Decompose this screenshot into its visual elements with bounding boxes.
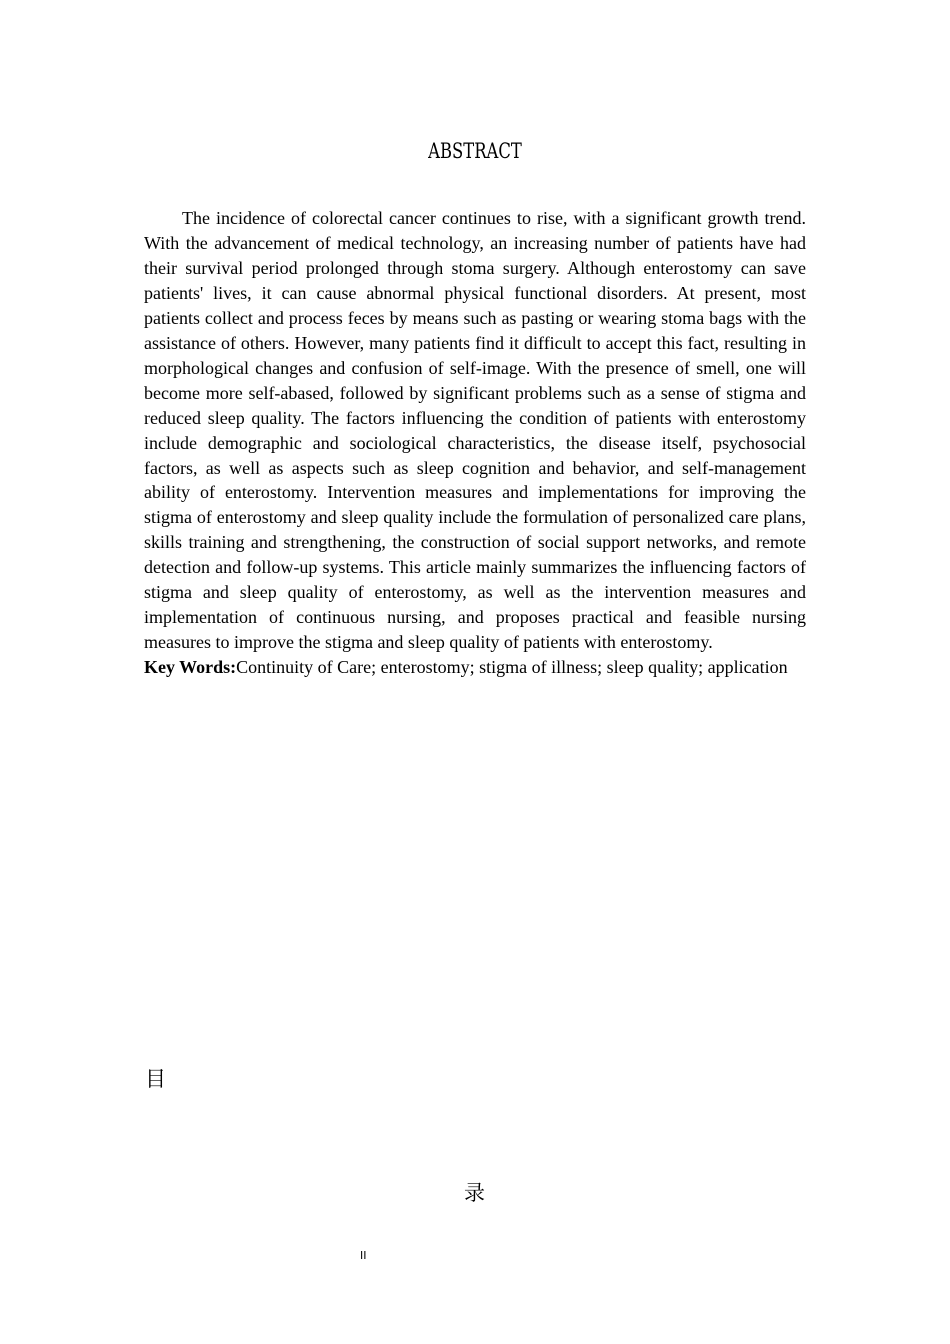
toc-heading-char-1: 目 [145,1067,166,1091]
abstract-body: The incidence of colorectal cancer continues to rise, with a significant growth trend. With the advancement of medical technology, an increasing number of patients have had their survival period prolonged through stoma surgery. Although enterostomy can save patients' lives, it can cause abnormal physical functional disorders. At present, most patients collect and process feces by means such as pasting or wearing stoma bags with the assistance of others. However, many patients find it difficult to accept this fact, resulting in morphological changes and confusion of self-image. With the presence of smell, one will become more self-abased, followed by significant problems such as a sense of stigma and reduced sleep quality. The factors influencing the condition of patients with enterostomy include demographic and sociological characteristics, the disease itself, psychosocial factors, as well as aspects such as sleep cognition and behavior, and self-management ability of enterostomy. Intervention measures and implementations for improving the stigma of enterostomy and sleep quality include the formulation of personalized care plans, skills training and strengthening, the construction of social support networks, and remote detection and follow-up systems. This article mainly summarizes the influencing factors of stigma and sleep quality of enterostomy, as well as the intervention measures and implementation of continuous nursing, and proposes practical and feasible nursing measures to improve the stigma and sleep quality of patients with enterostomy. [144,208,806,653]
keywords-label: Key Words: [144,657,237,678]
abstract-heading: ABSTRACT [428,139,522,163]
keywords-value: Continuity of Care; enterostomy; stigma of illness; sleep quality; application [236,657,788,678]
abstract-section [144,206,806,680]
toc-heading-char-2: 录 [464,1181,485,1205]
page-number: II [360,1249,367,1262]
keywords-line [144,655,806,680]
